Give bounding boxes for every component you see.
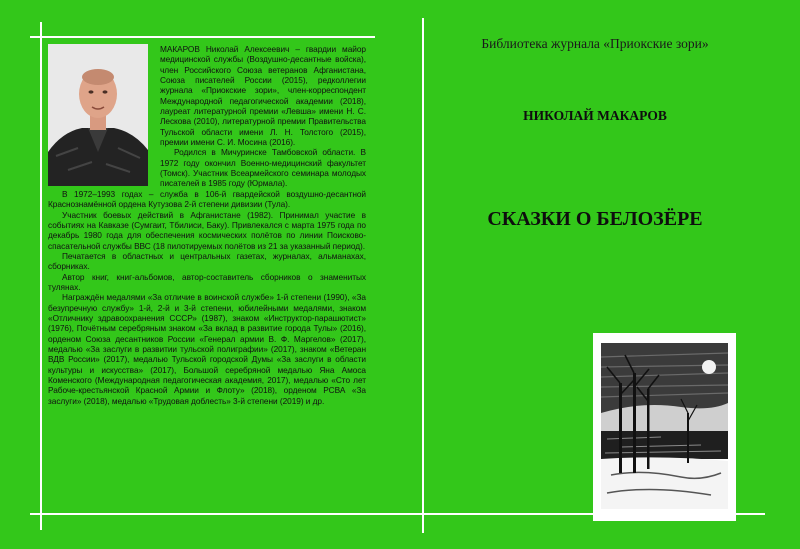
author-biography (48, 44, 366, 406)
left-rule (40, 22, 42, 530)
bio-paragraph: Автор книг, книг-альбомов, автор-составитель сборников о знаменитых тулянах. (48, 271, 366, 292)
book-title: СКАЗКИ О БЕЛОЗЁРЕ (487, 208, 703, 230)
cover-illustration (593, 333, 736, 521)
bio-paragraph: В 1972–1993 годах – служба в 106-й гвардейской воздушно-десантной Краснознамённой ордена Кутузова 2-й степени дивизии (Тула). (48, 188, 366, 210)
bio-paragraph: Участник боевых действий в Афганистане (1982). Принимал участие в событиях на Кавказе (Сумгаит, Тбилиси, Баку). Привлекался с марта 1975 года по декабрь 1980 года для обеспечения космических полётов по линии Поисково-спасательной службы ВВС (18 пилотируемых полётов из 21 за указанный период). (48, 209, 366, 251)
bio-paragraph: МАКАРОВ Николай Алексеевич – гвардии майор медицинской службы (Воздушно-десантные войска), член Российского Союза ветеранов Афганистана, Союза писателей России (2015), редколлегии журнала «Приокские зори», член-корреспондент Международной педагогической академии (2018), лауреат литературной премии «Левша» имени Н. С. Лескова (2010), литературной премии Правительства Тульской области имени Л. Н. Толстого (2015), премии имени С. И. Мосина (2016). (160, 44, 366, 148)
spine-rule (422, 18, 424, 533)
bio-paragraph: Родился в Мичуринске Тамбовской области. В 1972 году окончил Военно-медицинский факультет (Томск). Участник Всеармейского семинара молодых писателей в 1985 году (Юрмала). (160, 147, 366, 189)
author-name: НИКОЛАЙ МАКАРОВ (523, 108, 667, 123)
top-rule-left (30, 36, 375, 38)
bio-paragraph: Награждён медалями «За отличие в воинской службе» 1-й степени (1990), «За безупречную службу» 1-й, 2-й и 3-й степени, юбилейными медалями, знаком «Отличнику здравоохранения СССР» (1987), знаком «Инструктор-парашютист» (1976), Почётным серебряным знаком «За вклад в развитие города Тулы» (2016), орденом Союза десантников России «Генерал армии В. Ф. Маргелов» (2017), медалью «За заслуги в развитии тульской полиграфии» (2017), знаком «Ветеран ВДВ России» (2017), медалью Тульской городской Думы «За заслуги в области культуры и искусства» (2017), Большой серебряной медалью Яна Амоса Коменского (Международная педагогическая академия, 2017), медалью «Сто лет Рабоче-крестьянской Красной Армии и Флоту» (2018), орденом РСВА «За заслуги» (2018), медалью «Трудовая доблесть» 3-й степени (2019) и др. (48, 292, 366, 406)
bio-paragraph: Печатается в областных и центральных газетах, журналах, альманахах, сборниках. (48, 250, 366, 272)
series-title: Библиотека журнала «Приокские зори» (481, 36, 709, 51)
